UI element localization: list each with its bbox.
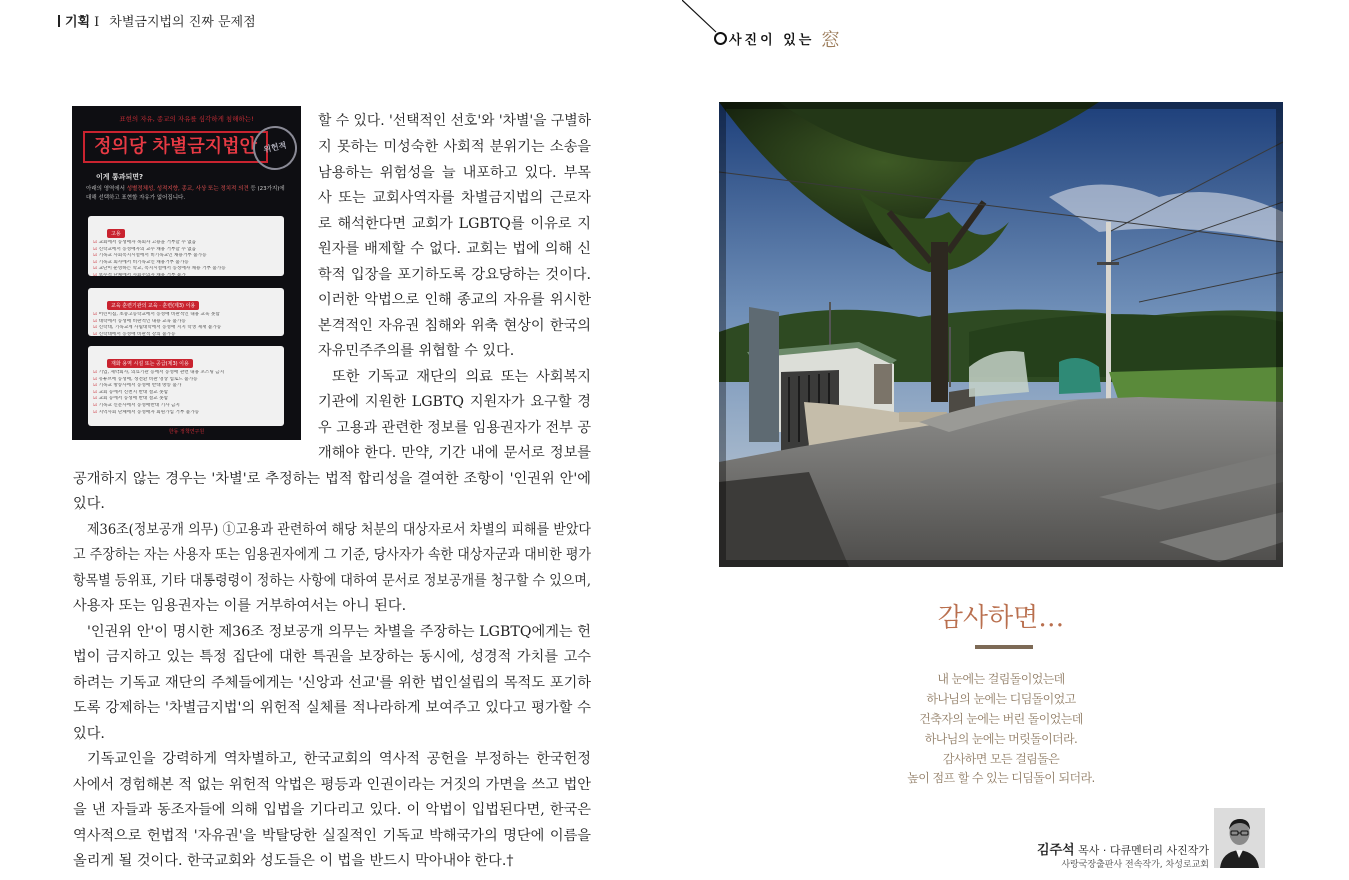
body-line: 법이 금지하고 있는 특정 집단에 대한 특권을 보장하는 동시에, 성경적 가치를 고수 <box>73 649 591 665</box>
poem-title: 감사하면… <box>937 603 1065 633</box>
poster-item <box>93 377 279 384</box>
poster-box-services <box>88 346 284 426</box>
poster-intro-highlight: 성별정체성, 성적지향, 종교, 사상 또는 정치적 의견 <box>126 186 249 192</box>
poster-item <box>93 390 279 397</box>
poster-item <box>93 403 279 410</box>
poster-image <box>72 106 301 440</box>
poster-stamp: 위헌적 <box>249 122 301 174</box>
poster-item <box>93 253 279 260</box>
poster-tagline: 표현의 자유, 종교의 자유를 심각하게 침해하는! <box>119 115 254 123</box>
poster-item-text: 신학교에서 동성애자의 교수 채용 거부할 수 없음 <box>98 246 197 252</box>
poster-item-text: 교회 등에서 신천지 반대 설교 못함 <box>98 389 169 395</box>
body-line: 자유민주주의를 위협할 수 있다. <box>318 343 515 359</box>
poster-item-text: 지역사회 단체에서 동성애자 회원가입 거부 불가능 <box>98 409 200 415</box>
body-line: 역사적으로 헌법적 '자유권'을 박탈당한 실질적인 기독교 박해국가의 명단에 이름을 <box>73 828 591 844</box>
poster-item-text: 기독교 사회복지시설에서 비기독교인 채용거부 불가능 <box>98 253 207 259</box>
poster-item <box>93 383 279 390</box>
checkbox-icon: ☑ <box>93 312 99 317</box>
poem-divider <box>975 645 1033 649</box>
checkbox-icon: ☑ <box>93 331 99 337</box>
poster-item-text: 기업, 제약회사, 의료기관 등에서 동성애 관련 내용 포스팅 금지 <box>98 370 225 375</box>
poster-item <box>93 266 279 273</box>
header-bar <box>58 15 60 27</box>
poem-line: 건축자의 눈에는 버린 돌이었는데 <box>919 712 1083 726</box>
checkbox-icon: ☑ <box>93 253 99 259</box>
body-line: 우 고용과 관련한 정보를 임용권자가 전부 공 <box>318 420 591 436</box>
poster-item-text: 교회 등에서 동성애 반대 설교 못함 <box>98 396 169 402</box>
poster-intro-b: 등 (23가지)에 대해 선택하고 표현할 자유가 없어집니다. <box>86 186 285 201</box>
author-name: 김주석 <box>1036 843 1075 858</box>
body-line: 원자를 배제할 수 없다. 교회는 법에 의해 신 <box>318 241 591 257</box>
poster-item-text: 신학대에서 동성애 비판적 강의 불가능 <box>98 331 176 337</box>
poem-line: 높이 점프 할 수 있는 디딤돌이 되더라. <box>907 771 1095 785</box>
checkbox-icon: ☑ <box>93 376 99 382</box>
body-line: 또한 기독교 재단의 의료 또는 사회복지 <box>332 369 591 385</box>
poster-item <box>93 410 279 417</box>
checkbox-icon: ☑ <box>93 370 99 375</box>
poster-item <box>93 370 279 377</box>
poster-title-box <box>83 131 268 163</box>
poster-intro-a: 아래의 영역에서 <box>86 186 127 192</box>
body-line: 사 또는 교회사역자를 차별금지법의 근로자 <box>318 190 591 206</box>
poem-line: 내 눈에는 걸림돌이었는데 <box>937 672 1065 686</box>
body-line: 기독교인을 강력하게 역차별하고, 한국교회의 역사적 공헌을 부정하는 한국헌정 <box>87 751 591 767</box>
poster-item <box>93 273 279 280</box>
header-diagonal-line <box>682 0 718 34</box>
body-line: 공개하지 않는 경우는 '차별'로 추정하는 법적 합리성을 결여한 조항이 '인권위 안'에 <box>73 471 591 487</box>
header-title: 차별금지법의 진짜 문제점 <box>109 15 256 30</box>
poster-footer: 한동 정책연구원 <box>168 429 205 435</box>
checkbox-icon: ☑ <box>93 409 99 415</box>
poster-intro <box>86 185 291 203</box>
checkbox-icon: ☑ <box>93 389 99 395</box>
author-description: 사랑국장출판사 전속작가, 차성로교회 <box>1061 860 1209 870</box>
poster-box-head: 재화 용역 시설 또는 공급(제3) 이용 <box>107 359 193 368</box>
checkbox-icon: ☑ <box>93 259 99 265</box>
body-line: 있다. <box>73 726 105 742</box>
column-label: 사진이 있는 <box>729 33 815 48</box>
body-line: 학적 입장을 포기하도록 강요당하는 것이다. <box>318 267 591 283</box>
poster-item-text: 어린이집, 초중고등학교에서 동성애 비판적인 내용 교육 못함 <box>98 312 220 317</box>
author-photo <box>1214 808 1265 868</box>
body-line: 하려는 기독교 재단의 주체들에게는 '신앙과 선교'를 위한 법인설립의 목적도 포기하 <box>73 675 591 691</box>
poster-box-education <box>88 288 284 336</box>
poem-line: 하나님의 눈에는 머릿돌이더라. <box>924 732 1078 746</box>
checkbox-icon: ☑ <box>93 325 99 331</box>
poster-item <box>93 312 279 319</box>
poster-box-head: 고용 <box>107 229 125 238</box>
poster-box-employment <box>88 216 284 276</box>
poster-item <box>93 396 279 403</box>
author-byline <box>1037 839 1209 858</box>
poster-item-text: 기독교 신문사에서 동성애반대 기사 금지 <box>98 402 180 408</box>
body-line: 사에서 경험해본 적 없는 위헌적 악법은 평등과 인권이라는 거짓의 가면을 쓰고 법안 <box>73 777 591 793</box>
poster-item <box>93 260 279 267</box>
body-line: 이러한 악법으로 인해 종교의 자유를 위시한 <box>318 292 591 308</box>
body-line: 고 주장하는 자는 사용자 또는 임용권자에게 그 기준, 당사자가 속한 대상자군과 대비한 평가 <box>73 547 591 563</box>
poster-item <box>93 325 279 332</box>
poem-line: 감사하면 모든 걸림돌은 <box>942 752 1060 766</box>
body-line: 할 수 있다. '선택적인 선호'와 '차별'을 구별하 <box>318 113 591 129</box>
poster-box-head: 교육 훈련기관의 교육 · 훈련(제3) 이용 <box>107 301 199 310</box>
body-line: 본격적인 자유권 침해와 위축 현상이 한국의 <box>318 318 591 334</box>
body-line: 항목별 등위표, 기타 대통령령이 정하는 사항에 대하여 문서로 정보공개를 청구할 수 있으며, <box>73 573 591 589</box>
body-line: 사용자 또는 임용권자는 이를 거부하여서는 아니 된다. <box>73 598 407 614</box>
checkbox-icon: ☑ <box>93 240 99 245</box>
checkbox-icon: ☑ <box>93 402 99 408</box>
body-line: 올리게 될 것이다. 한국교회와 성도들은 이 법을 반드시 막아내야 한다.† <box>73 853 514 869</box>
body-line: 기관에 지원한 LGBTQ 지원자가 요구할 경 <box>318 394 591 410</box>
poster-question: 이게 통과되면? <box>96 173 144 181</box>
poster-item <box>93 332 279 339</box>
poster-item-text: 유튜브에 동성애, 성전환 비판 영상 업로드 불가능 <box>98 376 198 382</box>
body-line: 도록 강제하는 '차별금지법'의 위헌적 실체를 적나라하게 보여주고 있다고 평가할 수 <box>73 700 591 716</box>
checkbox-icon: ☑ <box>93 383 99 389</box>
poster-item-text: 기독교 방송사에서 동성애 반대 방송 불가 <box>98 383 182 389</box>
circle-icon <box>714 32 727 45</box>
checkbox-icon: ☑ <box>93 246 99 252</box>
poster-item <box>93 319 279 326</box>
poster-item-text: 교회에서 동성애자 목회자 고용을 거부할 수 없음 <box>98 240 197 245</box>
poem-line: 하나님의 눈에는 디딤돌이었고 <box>926 692 1076 706</box>
body-line: 을 낸 자들과 동조자들에 의해 입법을 기다리고 있다. 이 악법이 입법된다면, 한국은 <box>73 802 591 818</box>
poster-item-text: 보수적 단체에서 사회주의자 채용 거부 불가 <box>98 272 186 278</box>
poster-item-text: 신학대, 기독교계 사립대학에서 동성애 지지 학생 제재 불가능 <box>98 325 222 331</box>
body-line: 지 못하는 미성숙한 사회적 분위기는 소송을 <box>318 139 591 155</box>
checkbox-icon: ☑ <box>93 266 99 272</box>
body-line: 제36조(정보공개 의무) ①고용과 관련하여 해당 처분의 대상자로서 차별의 피해를 받았다 <box>87 522 591 538</box>
header-section: 기획 <box>65 15 91 30</box>
poster-title: 정의당 차별금지법안 <box>94 136 257 157</box>
column-hanja: 窓 <box>820 29 840 51</box>
checkbox-icon: ☑ <box>93 318 99 324</box>
header-numeral: I <box>94 15 100 30</box>
poster-item-text: 교단이 운영하는 학교, 복지시설에서 동성애자 채용 거부 불가능 <box>98 266 226 272</box>
checkbox-icon: ☑ <box>93 272 99 278</box>
checkbox-icon: ☑ <box>93 396 99 402</box>
running-header <box>58 11 256 30</box>
body-line: 있다. <box>73 496 105 512</box>
column-header <box>714 25 840 52</box>
body-line: 개해야 한다. 만약, 기간 내에 문서로 정보를 <box>318 445 591 461</box>
poster-item <box>93 240 279 247</box>
author-role: 목사 · 다큐멘터리 사진작가 <box>1078 844 1209 857</box>
body-line: 로 해석한다면 교회가 LGBTQ를 이유로 지 <box>318 216 591 232</box>
body-line: '인권위 안'이 명시한 제36조 정보공개 의무는 차별을 주장하는 LGBTQ에게는 헌 <box>87 624 591 640</box>
poster-item <box>93 247 279 254</box>
poster-item-text: 대학에서 동성애 비판적인 내용 교육 불가능 <box>98 318 186 324</box>
body-line: 남용하는 위험성을 늘 내포하고 있다. 부목 <box>318 165 591 181</box>
poster-item-text: 기독교 회사에서 비기독교인 채용거부 불가능 <box>98 259 189 265</box>
landscape-photo <box>719 102 1283 567</box>
